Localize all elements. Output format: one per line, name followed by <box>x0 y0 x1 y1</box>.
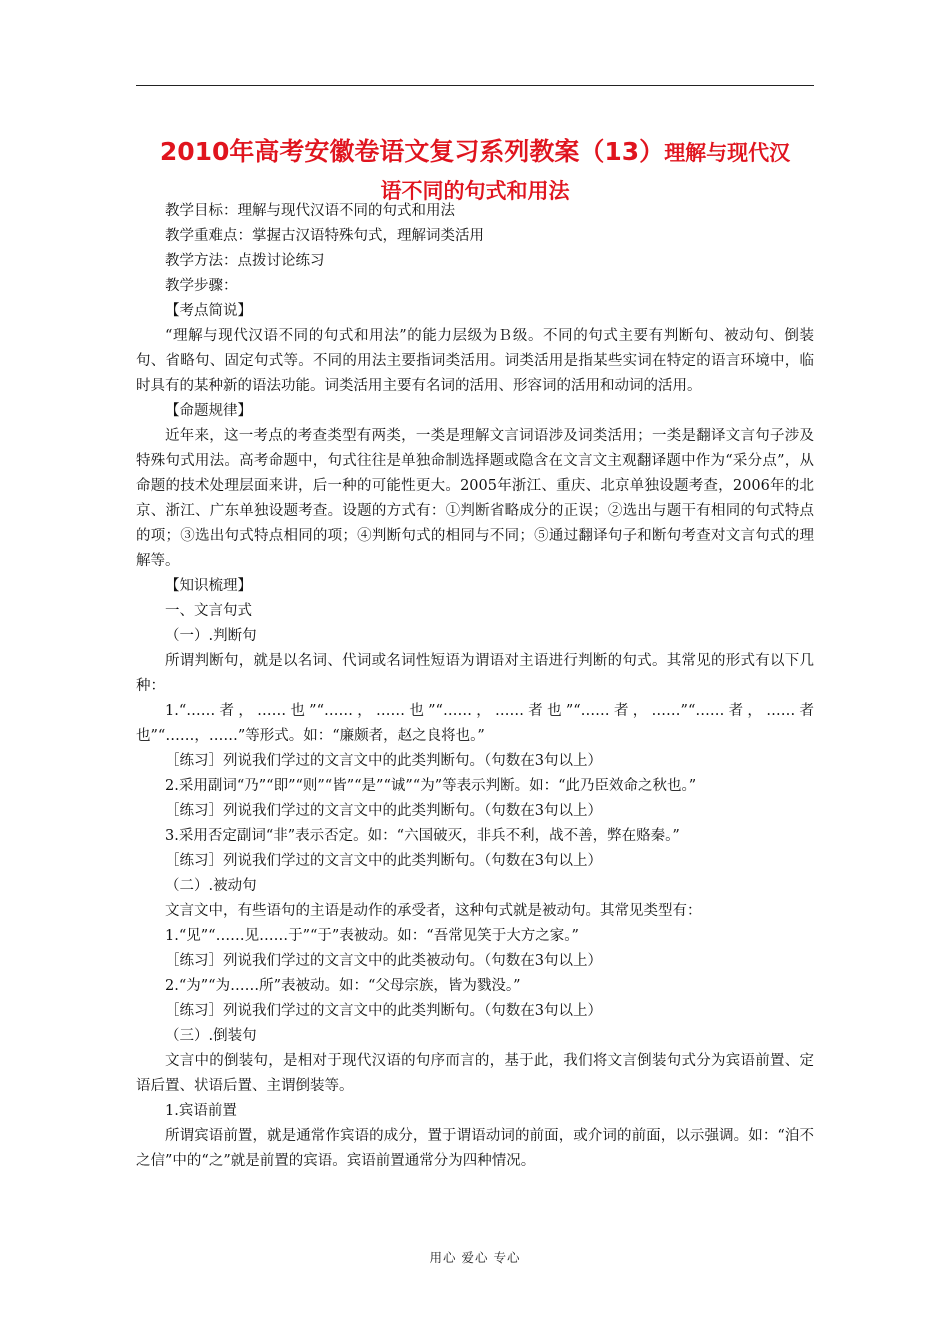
title-part-2: 理解与现代汉 <box>664 141 791 165</box>
paragraph: ［练习］列说我们学过的文言文中的此类判断句。（句数在3句以上） <box>165 803 602 819</box>
document-title <box>136 134 814 209</box>
paragraph: （二）.被动句 <box>165 878 257 894</box>
paragraph: 教学重难点：掌握古汉语特殊句式，理解词类活用 <box>165 228 484 244</box>
paragraph: 文言中的倒装句，是相对于现代汉语的句序而言的，基于此，我们将文言倒装句式分为宾语前置、定语后置、状语后置、主谓倒装等。 <box>136 1053 814 1094</box>
header-rule <box>136 85 814 86</box>
paragraph: 教学目标：理解与现代汉语不同的句式和用法 <box>165 203 455 219</box>
title-line-1 <box>136 134 814 173</box>
paragraph: 2.采用副词“乃”“即”“则”“皆”“是”“诚”“为”等表示判断。如：“此乃臣效命之秋也。” <box>165 778 697 794</box>
page-footer: 用心 爱心 专心 <box>429 1250 521 1265</box>
paragraph: ［练习］列说我们学过的文言文中的此类判断句。（句数在3句以上） <box>165 1003 602 1019</box>
paragraph: 1.“见”“……见……于”“于”表被动。如：“吾常见笑于大方之家。” <box>165 928 579 944</box>
paragraph: ［练习］列说我们学过的文言文中的此类判断句。（句数在3句以上） <box>165 853 602 869</box>
paragraph: 所谓判断句，就是以名词、代词或名词性短语为谓语对主语进行判断的句式。其常见的形式有以下几种： <box>136 653 814 694</box>
paragraph: “理解与现代汉语不同的句式和用法”的能力层级为Ｂ级。不同的句式主要有判断句、被动句、倒装句、省略句、固定句式等。不同的用法主要指词类活用。词类活用是指某些实词在特定的语言环境中，临时具有的某种新的语法功能。词类活用主要有名词的活用、形容词的活用和动词的活用。 <box>136 328 814 394</box>
paragraph: 近年来，这一考点的考查类型有两类，一类是理解文言词语涉及词类活用；一类是翻译文言句子涉及特殊句式用法。高考命题中，句式往往是单独命制选择题或隐含在文言文主观翻译题中作为“采分点”，从命题的技术处理层面来讲，后一种的可能性更大。2005年浙江、重庆、北京单独设题考查，2006年的北京、浙江、广东单独设题考查。设题的方式有：①判断省略成分的正误；②选出与题干有相同的句式特点的项；③选出句式特点相同的项；④判断句式的相同与不同；⑤通过翻译句子和断句考查对文言句式的理解等。 <box>136 428 814 569</box>
paragraph: 1.宾语前置 <box>165 1103 237 1119</box>
paragraph: ［练习］列说我们学过的文言文中的此类判断句。（句数在3句以上） <box>165 753 602 769</box>
title-part-1: 2010年高考安徽卷语文复习系列教案（13） <box>159 137 665 166</box>
paragraph: 所谓宾语前置，就是通常作宾语的成分，置于谓语动词的前面，或介词的前面，以示强调。如：“洎不之信”中的“之”就是前置的宾语。宾语前置通常分为四种情况。 <box>136 1128 814 1169</box>
paragraph: ［练习］列说我们学过的文言文中的此类被动句。（句数在3句以上） <box>165 953 602 969</box>
paragraph: （一）.判断句 <box>165 628 257 644</box>
paragraph: 教学步骤： <box>165 278 238 294</box>
title-line-2: 语不同的句式和用法 <box>380 179 570 203</box>
paragraph: 1.“……者，……也”“……，……也”“……，……者也”“……者，……”“……者，……者也”“……，……”等形式。如：“廉颇者，赵之良将也。” <box>136 703 814 744</box>
section-heading: 【命题规律】 <box>165 403 252 419</box>
paragraph: 一、文言句式 <box>165 603 252 619</box>
paragraph: 3.采用否定副词“非”表示否定。如：“六国破灭，非兵不利，战不善，弊在赂秦。” <box>165 828 680 844</box>
section-heading: 【知识梳理】 <box>165 578 252 594</box>
paragraph: 文言文中，有些语句的主语是动作的承受者，这种句式就是被动句。其常见类型有： <box>165 903 702 919</box>
paragraph: 教学方法：点拨讨论练习 <box>165 253 325 269</box>
paragraph: 2.“为”“为……所”表被动。如：“父母宗族，皆为戮没。” <box>165 978 521 994</box>
document-body <box>136 199 814 1174</box>
section-heading: 【考点简说】 <box>165 303 252 319</box>
paragraph: （三）.倒装句 <box>165 1028 257 1044</box>
